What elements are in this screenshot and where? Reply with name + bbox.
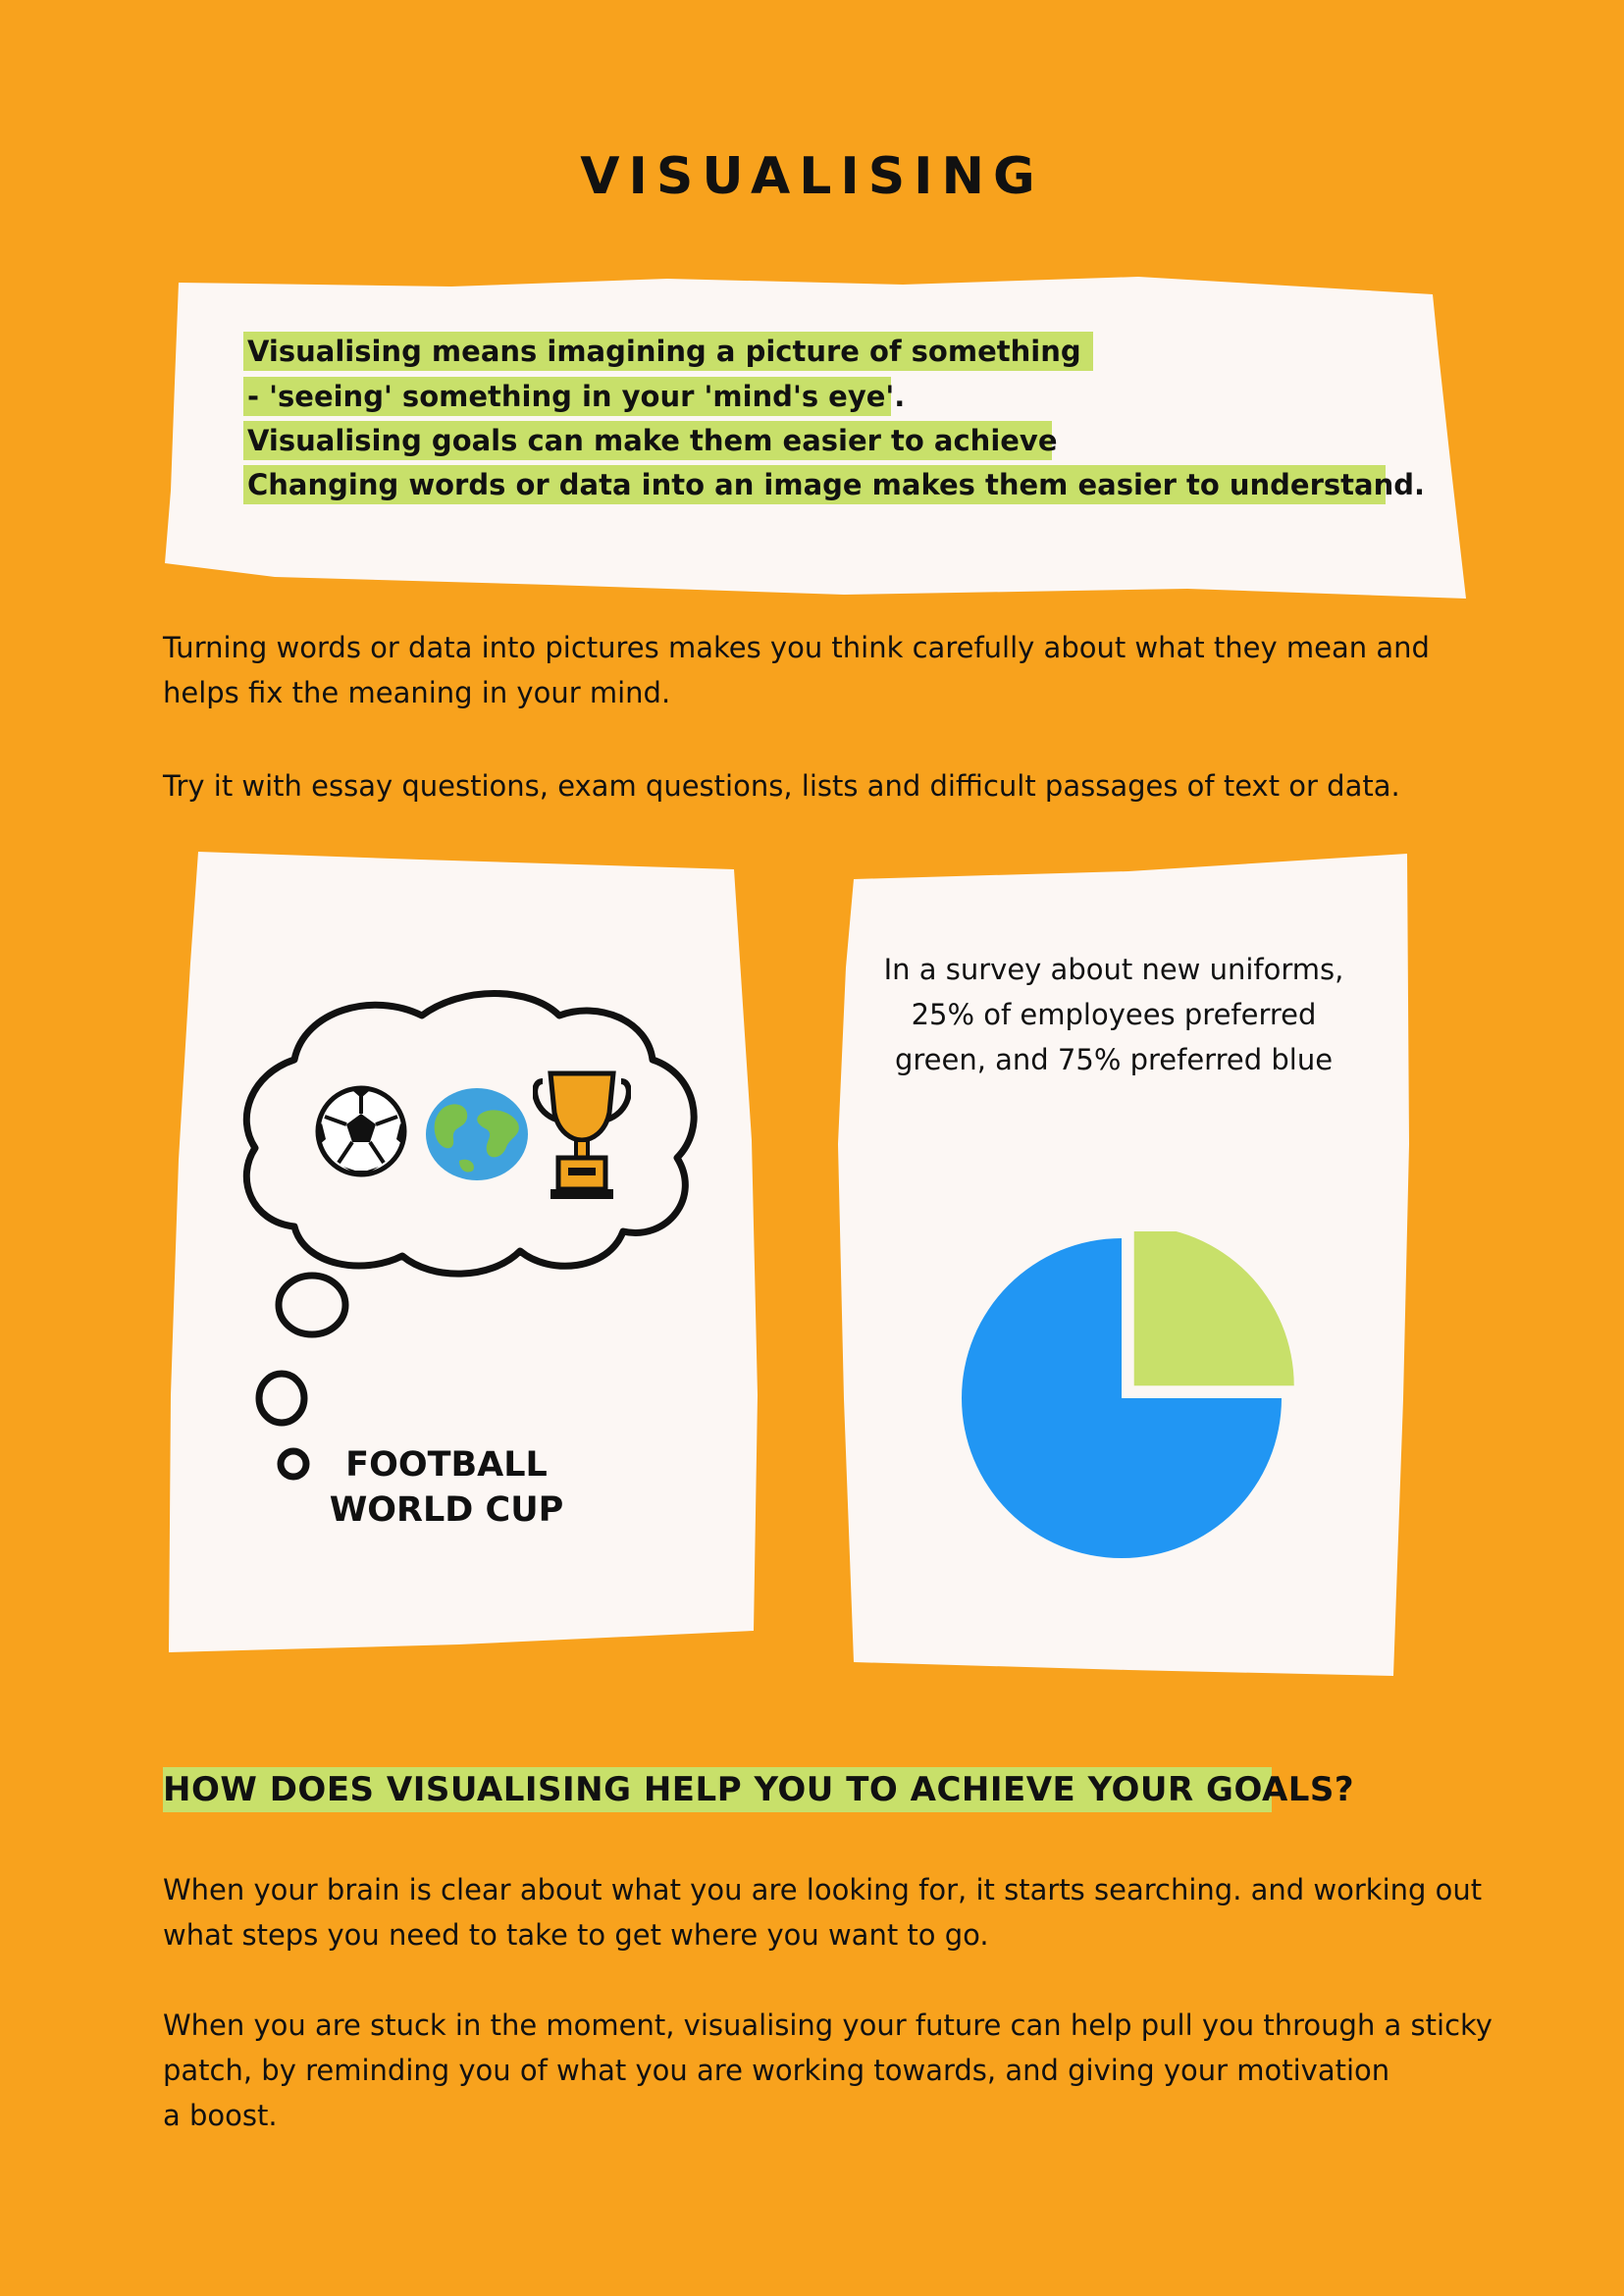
trophy-icon	[533, 1068, 631, 1203]
globe-icon	[424, 1086, 530, 1182]
intro-paragraph-1: Turning words or data into pictures makes you think carefully about what they mean and helps fix the meaning in your mind.	[163, 631, 1430, 709]
definition-line-4: Changing words or data into an image makes them easier to understand.	[243, 465, 1386, 504]
definition-line-1: Visualising means imagining a picture of something	[243, 332, 1093, 371]
example-label-line-2: WORLD CUP	[329, 1490, 564, 1530]
definition-line-2: - 'seeing' something in your 'mind's eye'.	[243, 377, 891, 416]
goals-paragraph-2: When you are stuck in the moment, visualising your future can help pull you through a sticky patch, by reminding you of what you are working towards, and giving your motivation a boost.	[163, 2009, 1493, 2132]
pie-chart	[962, 1231, 1295, 1565]
page-title: VISUALISING	[580, 147, 1044, 206]
definition-line-3: Visualising goals can make them easier to achieve	[243, 421, 1052, 460]
goals-paragraph-1: When your brain is clear about what you are looking for, it starts searching. and working out what steps you need to take to get where you want to go.	[163, 1873, 1483, 1952]
goals-heading: HOW DOES VISUALISING HELP YOU TO ACHIEVE YOUR GOALS?	[163, 1767, 1272, 1812]
pie-slice-green	[1134, 1231, 1294, 1385]
survey-text: In a survey about new uniforms, 25% of employees preferred green, and 75% preferred blue	[883, 953, 1344, 1076]
intro-paragraph-2: Try it with essay questions, exam questions, lists and difficult passages of text or data.	[163, 769, 1400, 803]
football-icon	[314, 1084, 408, 1178]
example-label-line-1: FOOTBALL	[345, 1445, 548, 1485]
thought-cloud-icon	[236, 981, 716, 1491]
